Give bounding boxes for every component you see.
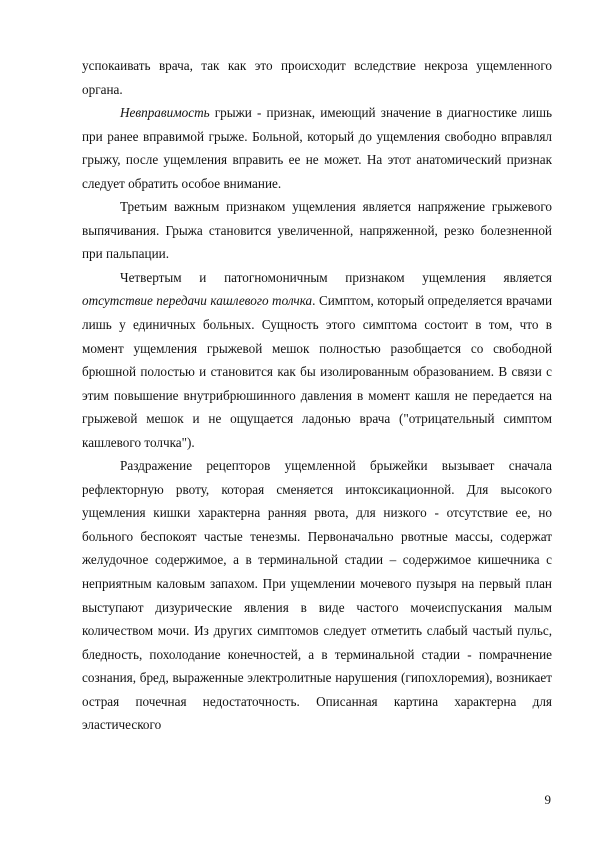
paragraph-1: [82, 54, 552, 101]
paragraph-3-text: Третьим важным признаком ущемления является напряжение грыжевого выпячивания. Грыжа становится увеличенной, напряженной, резко болезненной при пальпации.: [82, 199, 552, 262]
paragraph-3: [82, 195, 552, 266]
paragraph-2: [82, 101, 552, 195]
paragraph-4-text-end: . Симптом, который определяется врачами лишь у единичных больных. Сущность этого симптома состоит в том, что в момент ущемления грыжевой мешок полностью разобщается со свободной брюшной полостью и становится как бы изолированным образованием. В связи с этим повышение внутрибрюшинного давления в момент кашля не передается на грыжевой мешок и не ощущается ладонью врача ("отрицательный симптом кашлевого толчка").: [82, 293, 553, 450]
paragraph-2-text: грыжи - признак, имеющий значение в диагностике лишь при ранее вправимой грыже. Больной, который до ущемления свободно вправлял грыжу, после ущемления вправить ее не может. На этот анатомический признак следует обратить особое внимание.: [82, 105, 552, 191]
paragraph-5: [82, 454, 552, 737]
paragraph-5-text: Раздражение рецепторов ущемленной брыжейки вызывает сначала рефлекторную рвоту, которая сменяется интоксикационной. Для высокого ущемления кишки характерна ранняя рвота, для низкого - отсутствие ее, но больного беспокоят частые тенезмы. Первоначально рвотные массы, содержат желудочное содержимое, а в терминальной стадии – содержимое кишечника с неприятным каловым запахом. При ущемлении мочевого пузыря на первый план выступают дизурические явления в виде частого мочеиспускания малым количеством мочи. Из других симптомов следует отметить слабый частый пульс, бледность, похолодание конечностей, а в терминальной стадии - помрачнение сознания, бред, выраженные электролитные нарушения (гипохлоремия), возникает острая почечная недостаточность. Описанная картина характерна для эластического: [82, 458, 552, 733]
paragraph-2-emphasis: Невправимость: [120, 105, 210, 121]
paragraph-4-emphasis: отсутствие передачи кашлевого толчка: [82, 293, 313, 309]
paragraph-4: [82, 266, 552, 454]
page-number: 9: [544, 792, 551, 807]
paragraph-1-text: успокаивать врача, так как это происходит вследствие некроза ущемленного органа.: [82, 58, 552, 97]
paragraph-4-text-start: Четвертым и патогномоничным признаком ущемления является: [120, 269, 552, 285]
body-text: [82, 54, 552, 737]
